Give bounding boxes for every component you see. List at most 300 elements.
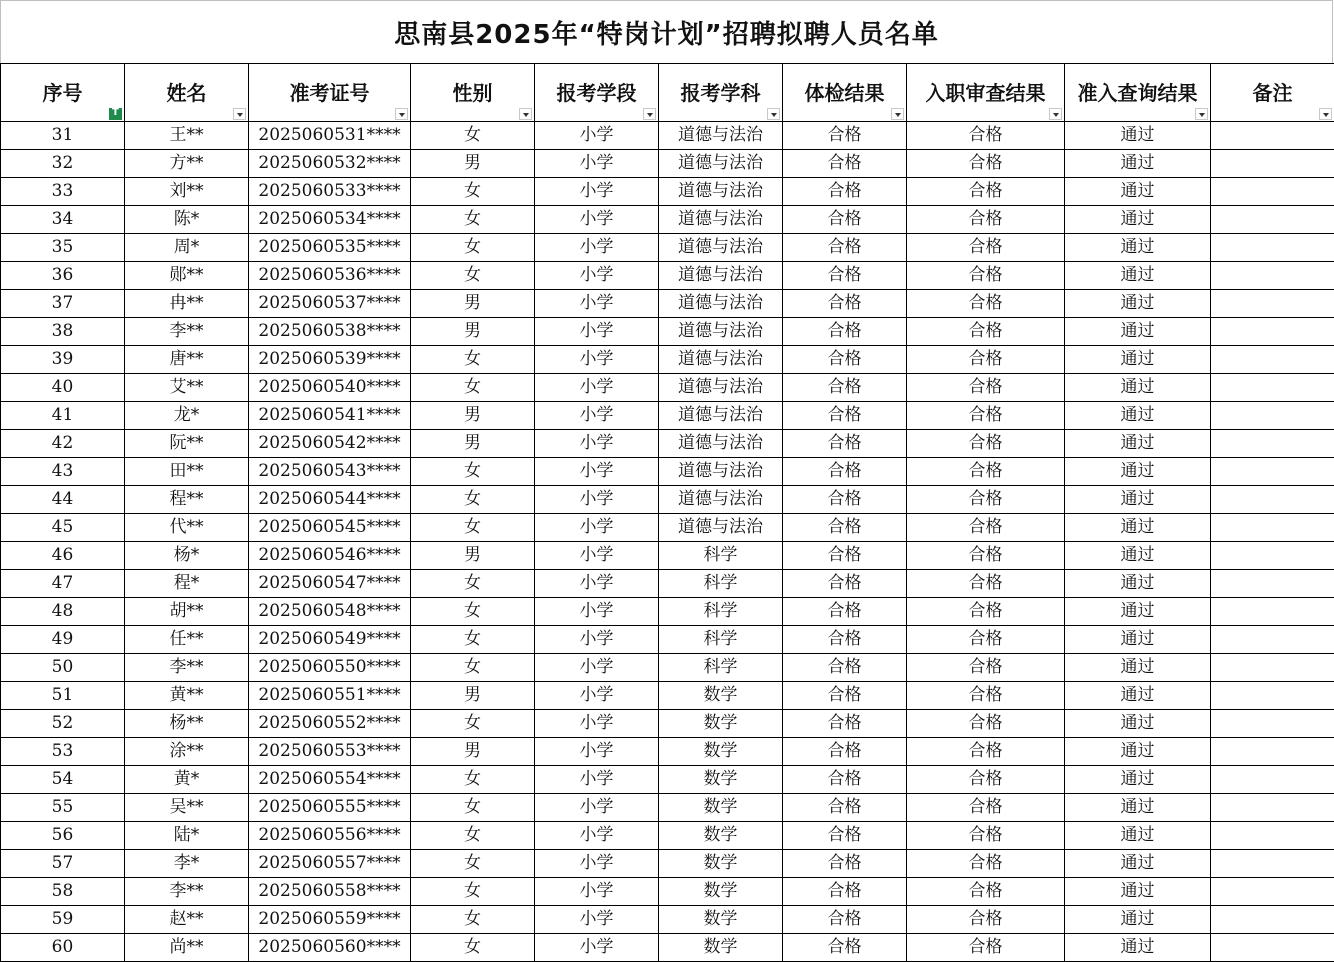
cell-index[interactable]: 48 <box>1 598 125 626</box>
cell-index[interactable]: 42 <box>1 430 125 458</box>
cell-notes[interactable] <box>1211 178 1334 206</box>
cell-subject[interactable]: 数学 <box>659 710 783 738</box>
cell-name[interactable]: 程* <box>125 570 249 598</box>
cell-exam-id[interactable]: 2025060539**** <box>249 346 411 374</box>
cell-index[interactable]: 36 <box>1 262 125 290</box>
cell-subject[interactable]: 数学 <box>659 822 783 850</box>
cell-name[interactable]: 李** <box>125 654 249 682</box>
cell-admission[interactable]: 通过 <box>1065 738 1211 766</box>
cell-name[interactable]: 吴** <box>125 794 249 822</box>
cell-admission[interactable]: 通过 <box>1065 822 1211 850</box>
cell-level[interactable]: 小学 <box>535 374 659 402</box>
cell-subject[interactable]: 道德与法治 <box>659 178 783 206</box>
cell-notes[interactable] <box>1211 738 1334 766</box>
cell-notes[interactable] <box>1211 598 1334 626</box>
cell-subject[interactable]: 科学 <box>659 598 783 626</box>
cell-medical[interactable]: 合格 <box>783 822 907 850</box>
cell-subject[interactable]: 数学 <box>659 850 783 878</box>
cell-index[interactable]: 46 <box>1 542 125 570</box>
cell-name[interactable]: 王** <box>125 122 249 150</box>
cell-medical[interactable]: 合格 <box>783 682 907 710</box>
cell-level[interactable]: 小学 <box>535 430 659 458</box>
cell-index[interactable]: 40 <box>1 374 125 402</box>
cell-level[interactable]: 小学 <box>535 318 659 346</box>
cell-name[interactable]: 李** <box>125 878 249 906</box>
cell-admission[interactable]: 通过 <box>1065 794 1211 822</box>
cell-level[interactable]: 小学 <box>535 150 659 178</box>
cell-review[interactable]: 合格 <box>907 710 1065 738</box>
cell-name[interactable]: 周* <box>125 234 249 262</box>
cell-name[interactable]: 杨* <box>125 542 249 570</box>
cell-name[interactable]: 陆* <box>125 822 249 850</box>
cell-exam-id[interactable]: 2025060545**** <box>249 514 411 542</box>
cell-notes[interactable] <box>1211 122 1334 150</box>
cell-gender[interactable]: 女 <box>411 626 535 654</box>
cell-medical[interactable]: 合格 <box>783 570 907 598</box>
cell-admission[interactable]: 通过 <box>1065 290 1211 318</box>
cell-review[interactable]: 合格 <box>907 878 1065 906</box>
cell-index[interactable]: 37 <box>1 290 125 318</box>
cell-gender[interactable]: 女 <box>411 458 535 486</box>
cell-gender[interactable]: 男 <box>411 542 535 570</box>
cell-medical[interactable]: 合格 <box>783 514 907 542</box>
cell-subject[interactable]: 科学 <box>659 570 783 598</box>
cell-admission[interactable]: 通过 <box>1065 402 1211 430</box>
cell-medical[interactable]: 合格 <box>783 486 907 514</box>
cell-medical[interactable]: 合格 <box>783 934 907 962</box>
cell-review[interactable]: 合格 <box>907 318 1065 346</box>
cell-notes[interactable] <box>1211 346 1334 374</box>
cell-admission[interactable]: 通过 <box>1065 262 1211 290</box>
cell-subject[interactable]: 数学 <box>659 794 783 822</box>
cell-level[interactable]: 小学 <box>535 458 659 486</box>
cell-exam-id[interactable]: 2025060556**** <box>249 822 411 850</box>
cell-index[interactable]: 52 <box>1 710 125 738</box>
cell-review[interactable]: 合格 <box>907 262 1065 290</box>
cell-level[interactable]: 小学 <box>535 122 659 150</box>
cell-admission[interactable]: 通过 <box>1065 626 1211 654</box>
cell-level[interactable]: 小学 <box>535 878 659 906</box>
cell-index[interactable]: 55 <box>1 794 125 822</box>
cell-medical[interactable]: 合格 <box>783 430 907 458</box>
cell-notes[interactable] <box>1211 710 1334 738</box>
cell-name[interactable]: 杨** <box>125 710 249 738</box>
cell-name[interactable]: 龙* <box>125 402 249 430</box>
cell-medical[interactable]: 合格 <box>783 206 907 234</box>
cell-index[interactable]: 44 <box>1 486 125 514</box>
cell-index[interactable]: 53 <box>1 738 125 766</box>
cell-exam-id[interactable]: 2025060535**** <box>249 234 411 262</box>
cell-level[interactable]: 小学 <box>535 794 659 822</box>
cell-notes[interactable] <box>1211 486 1334 514</box>
cell-notes[interactable] <box>1211 262 1334 290</box>
cell-notes[interactable] <box>1211 570 1334 598</box>
cell-subject[interactable]: 道德与法治 <box>659 122 783 150</box>
cell-exam-id[interactable]: 2025060552**** <box>249 710 411 738</box>
cell-admission[interactable]: 通过 <box>1065 542 1211 570</box>
cell-gender[interactable]: 女 <box>411 514 535 542</box>
cell-admission[interactable]: 通过 <box>1065 234 1211 262</box>
cell-level[interactable]: 小学 <box>535 682 659 710</box>
cell-review[interactable]: 合格 <box>907 822 1065 850</box>
cell-level[interactable]: 小学 <box>535 486 659 514</box>
cell-notes[interactable] <box>1211 626 1334 654</box>
cell-gender[interactable]: 女 <box>411 794 535 822</box>
cell-exam-id[interactable]: 2025060533**** <box>249 178 411 206</box>
cell-medical[interactable]: 合格 <box>783 598 907 626</box>
cell-review[interactable]: 合格 <box>907 374 1065 402</box>
cell-admission[interactable]: 通过 <box>1065 178 1211 206</box>
cell-review[interactable]: 合格 <box>907 178 1065 206</box>
cell-level[interactable]: 小学 <box>535 262 659 290</box>
filter-dropdown-icon[interactable] <box>519 108 532 120</box>
cell-name[interactable]: 黄* <box>125 766 249 794</box>
cell-subject[interactable]: 道德与法治 <box>659 262 783 290</box>
cell-name[interactable]: 郧** <box>125 262 249 290</box>
cell-review[interactable]: 合格 <box>907 206 1065 234</box>
cell-exam-id[interactable]: 2025060550**** <box>249 654 411 682</box>
cell-review[interactable]: 合格 <box>907 402 1065 430</box>
cell-admission[interactable]: 通过 <box>1065 514 1211 542</box>
cell-gender[interactable]: 女 <box>411 766 535 794</box>
cell-index[interactable]: 31 <box>1 122 125 150</box>
cell-level[interactable]: 小学 <box>535 234 659 262</box>
cell-subject[interactable]: 科学 <box>659 542 783 570</box>
cell-medical[interactable]: 合格 <box>783 738 907 766</box>
cell-gender[interactable]: 女 <box>411 850 535 878</box>
cell-index[interactable]: 33 <box>1 178 125 206</box>
cell-exam-id[interactable]: 2025060551**** <box>249 682 411 710</box>
cell-name[interactable]: 涂** <box>125 738 249 766</box>
cell-name[interactable]: 方** <box>125 150 249 178</box>
cell-exam-id[interactable]: 2025060540**** <box>249 374 411 402</box>
cell-index[interactable]: 49 <box>1 626 125 654</box>
filter-dropdown-icon[interactable] <box>1319 108 1332 120</box>
cell-gender[interactable]: 女 <box>411 570 535 598</box>
cell-name[interactable]: 程** <box>125 486 249 514</box>
cell-gender[interactable]: 男 <box>411 682 535 710</box>
cell-admission[interactable]: 通过 <box>1065 346 1211 374</box>
filter-dropdown-icon[interactable] <box>1049 108 1062 120</box>
cell-subject[interactable]: 道德与法治 <box>659 206 783 234</box>
cell-level[interactable]: 小学 <box>535 738 659 766</box>
cell-gender[interactable]: 男 <box>411 430 535 458</box>
cell-index[interactable]: 51 <box>1 682 125 710</box>
cell-exam-id[interactable]: 2025060532**** <box>249 150 411 178</box>
cell-review[interactable]: 合格 <box>907 794 1065 822</box>
cell-gender[interactable]: 女 <box>411 262 535 290</box>
cell-notes[interactable] <box>1211 542 1334 570</box>
cell-review[interactable]: 合格 <box>907 542 1065 570</box>
cell-medical[interactable]: 合格 <box>783 794 907 822</box>
cell-gender[interactable]: 女 <box>411 710 535 738</box>
cell-notes[interactable] <box>1211 430 1334 458</box>
cell-subject[interactable]: 道德与法治 <box>659 150 783 178</box>
cell-subject[interactable]: 道德与法治 <box>659 290 783 318</box>
cell-name[interactable]: 黄** <box>125 682 249 710</box>
cell-review[interactable]: 合格 <box>907 906 1065 934</box>
cell-admission[interactable]: 通过 <box>1065 906 1211 934</box>
cell-admission[interactable]: 通过 <box>1065 430 1211 458</box>
cell-admission[interactable]: 通过 <box>1065 206 1211 234</box>
cell-admission[interactable]: 通过 <box>1065 486 1211 514</box>
cell-exam-id[interactable]: 2025060536**** <box>249 262 411 290</box>
cell-name[interactable]: 陈* <box>125 206 249 234</box>
cell-subject[interactable]: 道德与法治 <box>659 402 783 430</box>
cell-review[interactable]: 合格 <box>907 682 1065 710</box>
cell-index[interactable]: 57 <box>1 850 125 878</box>
cell-notes[interactable] <box>1211 458 1334 486</box>
cell-level[interactable]: 小学 <box>535 766 659 794</box>
cell-index[interactable]: 50 <box>1 654 125 682</box>
cell-subject[interactable]: 道德与法治 <box>659 486 783 514</box>
cell-index[interactable]: 35 <box>1 234 125 262</box>
cell-gender[interactable]: 女 <box>411 878 535 906</box>
cell-medical[interactable]: 合格 <box>783 654 907 682</box>
cell-admission[interactable]: 通过 <box>1065 850 1211 878</box>
cell-gender[interactable]: 女 <box>411 346 535 374</box>
cell-review[interactable]: 合格 <box>907 290 1065 318</box>
cell-medical[interactable]: 合格 <box>783 290 907 318</box>
cell-review[interactable]: 合格 <box>907 654 1065 682</box>
cell-exam-id[interactable]: 2025060541**** <box>249 402 411 430</box>
cell-admission[interactable]: 通过 <box>1065 682 1211 710</box>
cell-review[interactable]: 合格 <box>907 458 1065 486</box>
cell-gender[interactable]: 女 <box>411 486 535 514</box>
cell-admission[interactable]: 通过 <box>1065 710 1211 738</box>
cell-subject[interactable]: 道德与法治 <box>659 234 783 262</box>
cell-exam-id[interactable]: 2025060554**** <box>249 766 411 794</box>
cell-subject[interactable]: 道德与法治 <box>659 318 783 346</box>
cell-subject[interactable]: 道德与法治 <box>659 514 783 542</box>
cell-medical[interactable]: 合格 <box>783 626 907 654</box>
cell-gender[interactable]: 男 <box>411 150 535 178</box>
cell-gender[interactable]: 女 <box>411 906 535 934</box>
cell-admission[interactable]: 通过 <box>1065 318 1211 346</box>
cell-admission[interactable]: 通过 <box>1065 766 1211 794</box>
cell-level[interactable]: 小学 <box>535 514 659 542</box>
cell-index[interactable]: 34 <box>1 206 125 234</box>
cell-gender[interactable]: 男 <box>411 290 535 318</box>
cell-review[interactable]: 合格 <box>907 850 1065 878</box>
cell-exam-id[interactable]: 2025060560**** <box>249 934 411 962</box>
cell-medical[interactable]: 合格 <box>783 374 907 402</box>
cell-name[interactable]: 李* <box>125 850 249 878</box>
cell-admission[interactable]: 通过 <box>1065 150 1211 178</box>
cell-medical[interactable]: 合格 <box>783 458 907 486</box>
cell-review[interactable]: 合格 <box>907 234 1065 262</box>
cell-index[interactable]: 54 <box>1 766 125 794</box>
cell-subject[interactable]: 科学 <box>659 654 783 682</box>
cell-index[interactable]: 41 <box>1 402 125 430</box>
cell-exam-id[interactable]: 2025060544**** <box>249 486 411 514</box>
filter-dropdown-icon[interactable] <box>767 108 780 120</box>
cell-exam-id[interactable]: 2025060559**** <box>249 906 411 934</box>
cell-level[interactable]: 小学 <box>535 402 659 430</box>
cell-index[interactable]: 43 <box>1 458 125 486</box>
cell-subject[interactable]: 数学 <box>659 682 783 710</box>
cell-gender[interactable]: 男 <box>411 738 535 766</box>
cell-level[interactable]: 小学 <box>535 934 659 962</box>
cell-notes[interactable] <box>1211 290 1334 318</box>
cell-gender[interactable]: 女 <box>411 654 535 682</box>
cell-name[interactable]: 李** <box>125 318 249 346</box>
filter-dropdown-icon[interactable] <box>891 108 904 120</box>
cell-gender[interactable]: 女 <box>411 234 535 262</box>
cell-exam-id[interactable]: 2025060543**** <box>249 458 411 486</box>
cell-subject[interactable]: 数学 <box>659 766 783 794</box>
cell-review[interactable]: 合格 <box>907 766 1065 794</box>
cell-exam-id[interactable]: 2025060547**** <box>249 570 411 598</box>
cell-medical[interactable]: 合格 <box>783 542 907 570</box>
filter-dropdown-icon[interactable] <box>233 108 246 120</box>
cell-review[interactable]: 合格 <box>907 486 1065 514</box>
cell-admission[interactable]: 通过 <box>1065 374 1211 402</box>
cell-notes[interactable] <box>1211 906 1334 934</box>
cell-level[interactable]: 小学 <box>535 906 659 934</box>
cell-index[interactable]: 59 <box>1 906 125 934</box>
cell-gender[interactable]: 女 <box>411 934 535 962</box>
cell-notes[interactable] <box>1211 318 1334 346</box>
cell-exam-id[interactable]: 2025060549**** <box>249 626 411 654</box>
cell-medical[interactable]: 合格 <box>783 150 907 178</box>
cell-level[interactable]: 小学 <box>535 346 659 374</box>
cell-exam-id[interactable]: 2025060558**** <box>249 878 411 906</box>
cell-exam-id[interactable]: 2025060534**** <box>249 206 411 234</box>
cell-index[interactable]: 38 <box>1 318 125 346</box>
cell-review[interactable]: 合格 <box>907 934 1065 962</box>
cell-name[interactable]: 赵** <box>125 906 249 934</box>
cell-subject[interactable]: 道德与法治 <box>659 430 783 458</box>
cell-exam-id[interactable]: 2025060542**** <box>249 430 411 458</box>
cell-subject[interactable]: 道德与法治 <box>659 374 783 402</box>
cell-gender[interactable]: 女 <box>411 598 535 626</box>
cell-index[interactable]: 58 <box>1 878 125 906</box>
cell-exam-id[interactable]: 2025060557**** <box>249 850 411 878</box>
cell-gender[interactable]: 女 <box>411 122 535 150</box>
cell-index[interactable]: 47 <box>1 570 125 598</box>
cell-exam-id[interactable]: 2025060555**** <box>249 794 411 822</box>
cell-medical[interactable]: 合格 <box>783 850 907 878</box>
cell-notes[interactable] <box>1211 206 1334 234</box>
cell-review[interactable]: 合格 <box>907 626 1065 654</box>
cell-notes[interactable] <box>1211 514 1334 542</box>
cell-admission[interactable]: 通过 <box>1065 570 1211 598</box>
cell-level[interactable]: 小学 <box>535 178 659 206</box>
cell-subject[interactable]: 数学 <box>659 934 783 962</box>
cell-review[interactable]: 合格 <box>907 430 1065 458</box>
cell-name[interactable]: 代** <box>125 514 249 542</box>
filter-dropdown-icon[interactable] <box>643 108 656 120</box>
cell-level[interactable]: 小学 <box>535 626 659 654</box>
cell-level[interactable]: 小学 <box>535 570 659 598</box>
cell-subject[interactable]: 数学 <box>659 738 783 766</box>
cell-review[interactable]: 合格 <box>907 122 1065 150</box>
cell-admission[interactable]: 通过 <box>1065 878 1211 906</box>
cell-gender[interactable]: 女 <box>411 178 535 206</box>
cell-admission[interactable]: 通过 <box>1065 654 1211 682</box>
cell-level[interactable]: 小学 <box>535 822 659 850</box>
filter-active-icon[interactable] <box>109 108 122 120</box>
cell-notes[interactable] <box>1211 878 1334 906</box>
cell-subject[interactable]: 科学 <box>659 626 783 654</box>
cell-level[interactable]: 小学 <box>535 850 659 878</box>
cell-gender[interactable]: 男 <box>411 318 535 346</box>
cell-index[interactable]: 45 <box>1 514 125 542</box>
cell-exam-id[interactable]: 2025060546**** <box>249 542 411 570</box>
cell-admission[interactable]: 通过 <box>1065 598 1211 626</box>
cell-medical[interactable]: 合格 <box>783 346 907 374</box>
cell-notes[interactable] <box>1211 150 1334 178</box>
cell-notes[interactable] <box>1211 654 1334 682</box>
cell-review[interactable]: 合格 <box>907 738 1065 766</box>
cell-medical[interactable]: 合格 <box>783 906 907 934</box>
cell-level[interactable]: 小学 <box>535 598 659 626</box>
cell-subject[interactable]: 道德与法治 <box>659 346 783 374</box>
cell-name[interactable]: 艾** <box>125 374 249 402</box>
cell-name[interactable]: 刘** <box>125 178 249 206</box>
cell-notes[interactable] <box>1211 794 1334 822</box>
cell-exam-id[interactable]: 2025060538**** <box>249 318 411 346</box>
cell-level[interactable]: 小学 <box>535 654 659 682</box>
cell-index[interactable]: 56 <box>1 822 125 850</box>
cell-subject[interactable]: 道德与法治 <box>659 458 783 486</box>
filter-dropdown-icon[interactable] <box>1195 108 1208 120</box>
cell-medical[interactable]: 合格 <box>783 178 907 206</box>
cell-medical[interactable]: 合格 <box>783 710 907 738</box>
cell-level[interactable]: 小学 <box>535 290 659 318</box>
cell-admission[interactable]: 通过 <box>1065 934 1211 962</box>
cell-name[interactable]: 冉** <box>125 290 249 318</box>
cell-gender[interactable]: 女 <box>411 822 535 850</box>
cell-name[interactable]: 胡** <box>125 598 249 626</box>
cell-notes[interactable] <box>1211 850 1334 878</box>
cell-review[interactable]: 合格 <box>907 570 1065 598</box>
cell-name[interactable]: 阮** <box>125 430 249 458</box>
cell-name[interactable]: 任** <box>125 626 249 654</box>
cell-medical[interactable]: 合格 <box>783 262 907 290</box>
cell-level[interactable]: 小学 <box>535 206 659 234</box>
cell-exam-id[interactable]: 2025060537**** <box>249 290 411 318</box>
cell-notes[interactable] <box>1211 374 1334 402</box>
cell-notes[interactable] <box>1211 766 1334 794</box>
cell-admission[interactable]: 通过 <box>1065 458 1211 486</box>
cell-index[interactable]: 60 <box>1 934 125 962</box>
cell-level[interactable]: 小学 <box>535 542 659 570</box>
cell-medical[interactable]: 合格 <box>783 318 907 346</box>
cell-name[interactable]: 田** <box>125 458 249 486</box>
cell-medical[interactable]: 合格 <box>783 766 907 794</box>
cell-medical[interactable]: 合格 <box>783 122 907 150</box>
cell-level[interactable]: 小学 <box>535 710 659 738</box>
cell-exam-id[interactable]: 2025060553**** <box>249 738 411 766</box>
cell-medical[interactable]: 合格 <box>783 234 907 262</box>
cell-notes[interactable] <box>1211 234 1334 262</box>
cell-exam-id[interactable]: 2025060548**** <box>249 598 411 626</box>
cell-notes[interactable] <box>1211 402 1334 430</box>
cell-index[interactable]: 39 <box>1 346 125 374</box>
cell-name[interactable]: 唐** <box>125 346 249 374</box>
cell-index[interactable]: 32 <box>1 150 125 178</box>
cell-gender[interactable]: 女 <box>411 206 535 234</box>
cell-medical[interactable]: 合格 <box>783 878 907 906</box>
cell-notes[interactable] <box>1211 682 1334 710</box>
cell-gender[interactable]: 男 <box>411 402 535 430</box>
cell-subject[interactable]: 数学 <box>659 906 783 934</box>
cell-review[interactable]: 合格 <box>907 150 1065 178</box>
cell-admission[interactable]: 通过 <box>1065 122 1211 150</box>
cell-notes[interactable] <box>1211 934 1334 962</box>
